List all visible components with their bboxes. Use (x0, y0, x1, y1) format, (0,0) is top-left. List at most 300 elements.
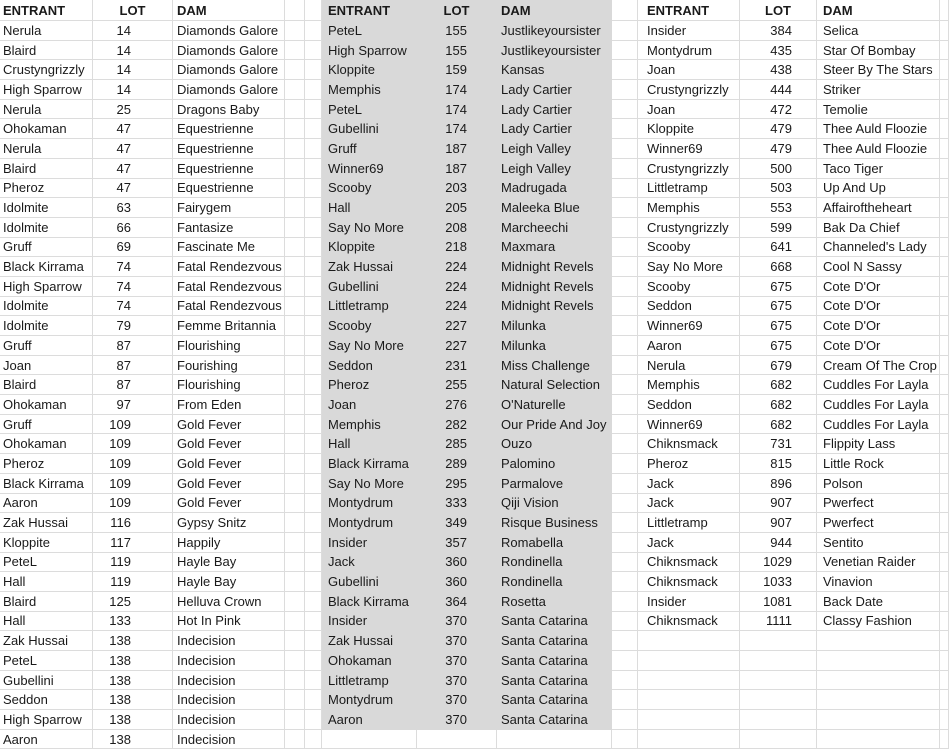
cell-empty[interactable] (612, 454, 638, 474)
cell-dam[interactable]: Maxmara (497, 238, 612, 258)
cell-dam[interactable]: Indecision (173, 671, 285, 691)
cell-lot[interactable]: 384 (740, 21, 817, 41)
cell-lot[interactable]: 109 (93, 454, 173, 474)
cell-empty[interactable] (285, 494, 305, 514)
cell-empty[interactable] (285, 119, 305, 139)
cell-lot[interactable]: 282 (417, 415, 497, 435)
cell-lot[interactable]: 1111 (740, 612, 817, 632)
cell-empty[interactable] (940, 474, 949, 494)
cell-dam[interactable]: Diamonds Galore (173, 60, 285, 80)
cell-dam[interactable]: Indecision (173, 651, 285, 671)
cell-entrant[interactable]: Kloppite (638, 119, 740, 139)
cell-entrant[interactable]: Scooby (638, 277, 740, 297)
cell-lot[interactable]: 47 (93, 119, 173, 139)
cell-lot[interactable]: 731 (740, 434, 817, 454)
cell-entrant[interactable]: Ohokaman (0, 395, 93, 415)
cell-entrant[interactable]: Idolmite (0, 297, 93, 317)
cell-entrant[interactable]: Aaron (322, 710, 417, 730)
cell-empty[interactable] (612, 415, 638, 435)
cell-empty[interactable] (305, 159, 322, 179)
cell-lot[interactable] (740, 730, 817, 750)
cell-empty[interactable] (305, 238, 322, 258)
cell-dam[interactable]: Midnight Revels (497, 297, 612, 317)
cell-entrant[interactable]: Blaird (0, 41, 93, 61)
cell-empty[interactable] (940, 238, 949, 258)
cell-lot[interactable]: 231 (417, 356, 497, 376)
cell-empty[interactable] (940, 316, 949, 336)
cell-empty[interactable] (940, 297, 949, 317)
cell-lot[interactable]: 187 (417, 159, 497, 179)
cell-empty[interactable] (305, 651, 322, 671)
cell-dam[interactable]: Risque Business (497, 513, 612, 533)
cell-entrant[interactable] (322, 730, 417, 750)
cell-empty[interactable] (285, 218, 305, 238)
cell-empty[interactable] (940, 356, 949, 376)
cell-empty[interactable] (285, 238, 305, 258)
cell-lot[interactable]: 370 (417, 690, 497, 710)
cell-empty[interactable] (305, 218, 322, 238)
cell-lot[interactable] (740, 631, 817, 651)
cell-dam[interactable] (817, 651, 940, 671)
cell-entrant[interactable]: Winner69 (638, 415, 740, 435)
cell-lot[interactable]: 138 (93, 730, 173, 750)
cell-empty[interactable] (612, 277, 638, 297)
cell-lot[interactable]: 479 (740, 139, 817, 159)
cell-dam[interactable]: Thee Auld Floozie (817, 119, 940, 139)
cell-empty[interactable] (612, 434, 638, 454)
cell-lot[interactable]: 1081 (740, 592, 817, 612)
cell-entrant[interactable]: Nerula (0, 139, 93, 159)
cell-empty[interactable] (612, 690, 638, 710)
cell-entrant[interactable]: Nerula (0, 21, 93, 41)
column-header-dam[interactable]: DAM (817, 0, 940, 21)
cell-entrant[interactable]: Memphis (638, 198, 740, 218)
cell-dam[interactable] (817, 671, 940, 691)
cell-empty[interactable] (285, 316, 305, 336)
cell-lot[interactable]: 224 (417, 297, 497, 317)
cell-entrant[interactable]: Insider (638, 21, 740, 41)
cell-lot[interactable]: 138 (93, 710, 173, 730)
cell-empty[interactable] (612, 671, 638, 691)
cell-lot[interactable]: 675 (740, 316, 817, 336)
cell-empty[interactable] (612, 139, 638, 159)
cell-empty[interactable] (305, 671, 322, 691)
cell-empty[interactable] (940, 434, 949, 454)
column-header-entrant[interactable]: ENTRANT (0, 0, 93, 21)
cell-empty[interactable] (285, 100, 305, 120)
cell-entrant[interactable]: Black Kirrama (322, 454, 417, 474)
cell-empty[interactable] (285, 690, 305, 710)
cell-lot[interactable]: 224 (417, 257, 497, 277)
cell-entrant[interactable]: Say No More (322, 218, 417, 238)
cell-entrant[interactable]: Hall (0, 612, 93, 632)
cell-empty[interactable] (285, 513, 305, 533)
cell-dam[interactable]: Up And Up (817, 179, 940, 199)
cell-lot[interactable]: 159 (417, 60, 497, 80)
cell-empty[interactable] (285, 572, 305, 592)
cell-lot[interactable]: 360 (417, 553, 497, 573)
cell-entrant[interactable] (638, 631, 740, 651)
cell-empty[interactable] (612, 159, 638, 179)
cell-dam[interactable]: Rondinella (497, 572, 612, 592)
cell-empty[interactable] (305, 60, 322, 80)
cell-dam[interactable]: Selica (817, 21, 940, 41)
cell-dam[interactable]: Flourishing (173, 375, 285, 395)
cell-entrant[interactable]: Zak Hussai (322, 257, 417, 277)
cell-empty[interactable] (612, 356, 638, 376)
cell-empty[interactable] (940, 336, 949, 356)
cell-entrant[interactable]: Gruff (322, 139, 417, 159)
cell-empty[interactable] (612, 336, 638, 356)
cell-lot[interactable]: 357 (417, 533, 497, 553)
cell-dam[interactable]: Little Rock (817, 454, 940, 474)
cell-entrant[interactable]: Kloppite (322, 238, 417, 258)
cell-lot[interactable]: 682 (740, 375, 817, 395)
cell-lot[interactable]: 370 (417, 612, 497, 632)
cell-empty[interactable] (612, 553, 638, 573)
cell-dam[interactable]: Flourishing (173, 336, 285, 356)
cell-lot[interactable]: 896 (740, 474, 817, 494)
cell-entrant[interactable]: Gruff (0, 238, 93, 258)
cell-empty[interactable] (285, 651, 305, 671)
cell-entrant[interactable]: Gubellini (322, 119, 417, 139)
cell-lot[interactable]: 479 (740, 119, 817, 139)
cell-dam[interactable]: Pwerfect (817, 494, 940, 514)
cell-dam[interactable]: Gold Fever (173, 474, 285, 494)
cell-dam[interactable]: Steer By The Stars (817, 60, 940, 80)
cell-dam[interactable] (817, 730, 940, 750)
cell-dam[interactable]: Lady Cartier (497, 119, 612, 139)
column-header-lot[interactable]: LOT (93, 0, 173, 21)
cell-empty[interactable] (285, 592, 305, 612)
cell-lot[interactable]: 285 (417, 434, 497, 454)
cell-dam[interactable]: Santa Catarina (497, 671, 612, 691)
cell-entrant[interactable]: Memphis (322, 415, 417, 435)
cell-entrant[interactable]: Blaird (0, 159, 93, 179)
cell-empty[interactable] (305, 553, 322, 573)
cell-dam[interactable]: Fairygem (173, 198, 285, 218)
cell-entrant[interactable]: Kloppite (322, 60, 417, 80)
cell-lot[interactable]: 218 (417, 238, 497, 258)
cell-entrant[interactable]: Scooby (638, 238, 740, 258)
cell-empty[interactable] (940, 533, 949, 553)
cell-dam[interactable]: Dragons Baby (173, 100, 285, 120)
cell-entrant[interactable]: High Sparrow (0, 277, 93, 297)
cell-empty[interactable] (285, 415, 305, 435)
cell-dam[interactable]: Santa Catarina (497, 631, 612, 651)
cell-entrant[interactable]: Zak Hussai (322, 631, 417, 651)
cell-lot[interactable]: 641 (740, 238, 817, 258)
cell-empty[interactable] (305, 336, 322, 356)
cell-lot[interactable]: 87 (93, 356, 173, 376)
cell-lot[interactable]: 227 (417, 336, 497, 356)
cell-dam[interactable]: From Eden (173, 395, 285, 415)
cell-lot[interactable]: 47 (93, 179, 173, 199)
cell-empty[interactable] (305, 474, 322, 494)
cell-entrant[interactable]: Gruff (0, 415, 93, 435)
cell-lot[interactable]: 47 (93, 139, 173, 159)
cell-lot[interactable]: 553 (740, 198, 817, 218)
cell-dam[interactable]: Justlikeyoursister (497, 21, 612, 41)
cell-empty[interactable] (612, 100, 638, 120)
cell-empty[interactable] (305, 415, 322, 435)
cell-empty[interactable] (612, 592, 638, 612)
cell-dam[interactable] (497, 730, 612, 750)
cell-lot[interactable]: 907 (740, 513, 817, 533)
cell-entrant[interactable]: Montydrum (322, 690, 417, 710)
cell-empty[interactable] (285, 336, 305, 356)
cell-entrant[interactable]: Jack (638, 533, 740, 553)
cell-lot[interactable]: 187 (417, 139, 497, 159)
cell-entrant[interactable]: Winner69 (638, 139, 740, 159)
cell-entrant[interactable]: Zak Hussai (0, 513, 93, 533)
cell-lot[interactable]: 203 (417, 179, 497, 199)
cell-lot[interactable]: 74 (93, 257, 173, 277)
cell-empty[interactable] (305, 80, 322, 100)
cell-empty[interactable] (612, 710, 638, 730)
cell-empty[interactable] (305, 572, 322, 592)
cell-empty[interactable] (305, 179, 322, 199)
cell-dam[interactable]: Cuddles For Layla (817, 395, 940, 415)
cell-empty[interactable] (940, 0, 949, 21)
cell-empty[interactable] (305, 139, 322, 159)
cell-entrant[interactable]: High Sparrow (0, 710, 93, 730)
cell-lot[interactable]: 14 (93, 80, 173, 100)
cell-entrant[interactable]: Nerula (638, 356, 740, 376)
cell-dam[interactable]: Madrugada (497, 179, 612, 199)
cell-lot[interactable]: 503 (740, 179, 817, 199)
cell-dam[interactable]: Rondinella (497, 553, 612, 573)
cell-empty[interactable] (940, 592, 949, 612)
cell-entrant[interactable]: Joan (638, 60, 740, 80)
cell-entrant[interactable]: PeteL (322, 100, 417, 120)
cell-dam[interactable]: Natural Selection (497, 375, 612, 395)
cell-empty[interactable] (305, 710, 322, 730)
cell-empty[interactable] (612, 41, 638, 61)
cell-entrant[interactable]: Chiknsmack (638, 553, 740, 573)
cell-entrant[interactable] (638, 671, 740, 691)
column-header-entrant[interactable]: ENTRANT (638, 0, 740, 21)
cell-lot[interactable]: 370 (417, 710, 497, 730)
cell-entrant[interactable]: Nerula (0, 100, 93, 120)
cell-dam[interactable]: Taco Tiger (817, 159, 940, 179)
cell-lot[interactable]: 133 (93, 612, 173, 632)
cell-entrant[interactable]: Hall (0, 572, 93, 592)
cell-empty[interactable] (305, 631, 322, 651)
cell-empty[interactable] (285, 139, 305, 159)
cell-empty[interactable] (940, 730, 949, 750)
cell-lot[interactable]: 109 (93, 415, 173, 435)
cell-dam[interactable]: Miss Challenge (497, 356, 612, 376)
cell-entrant[interactable]: Blaird (0, 375, 93, 395)
cell-entrant[interactable]: Black Kirrama (0, 257, 93, 277)
cell-entrant[interactable]: Scooby (322, 179, 417, 199)
cell-empty[interactable] (940, 513, 949, 533)
cell-entrant[interactable]: Winner69 (638, 316, 740, 336)
cell-dam[interactable]: Gypsy Snitz (173, 513, 285, 533)
cell-lot[interactable]: 276 (417, 395, 497, 415)
cell-lot[interactable]: 69 (93, 238, 173, 258)
cell-empty[interactable] (940, 21, 949, 41)
cell-entrant[interactable]: Littletramp (322, 297, 417, 317)
cell-lot[interactable]: 1029 (740, 553, 817, 573)
cell-dam[interactable]: Santa Catarina (497, 690, 612, 710)
cell-empty[interactable] (940, 494, 949, 514)
cell-dam[interactable]: Gold Fever (173, 434, 285, 454)
cell-empty[interactable] (285, 257, 305, 277)
cell-entrant[interactable]: Gruff (0, 336, 93, 356)
cell-dam[interactable]: Flippity Lass (817, 434, 940, 454)
cell-dam[interactable]: Cuddles For Layla (817, 375, 940, 395)
cell-empty[interactable] (612, 631, 638, 651)
cell-lot[interactable]: 679 (740, 356, 817, 376)
cell-entrant[interactable]: Winner69 (322, 159, 417, 179)
cell-lot[interactable]: 174 (417, 80, 497, 100)
cell-dam[interactable]: Cote D'Or (817, 336, 940, 356)
cell-lot[interactable]: 109 (93, 494, 173, 514)
cell-dam[interactable]: Bak Da Chief (817, 218, 940, 238)
cell-lot[interactable]: 174 (417, 119, 497, 139)
cell-dam[interactable] (817, 710, 940, 730)
cell-empty[interactable] (940, 139, 949, 159)
cell-empty[interactable] (940, 454, 949, 474)
cell-empty[interactable] (612, 198, 638, 218)
column-header-entrant[interactable]: ENTRANT (322, 0, 417, 21)
cell-lot[interactable]: 74 (93, 297, 173, 317)
cell-empty[interactable] (305, 316, 322, 336)
cell-empty[interactable] (940, 100, 949, 120)
cell-dam[interactable]: Vinavion (817, 572, 940, 592)
cell-lot[interactable]: 14 (93, 41, 173, 61)
cell-empty[interactable] (940, 80, 949, 100)
column-header-lot[interactable]: LOT (417, 0, 497, 21)
cell-empty[interactable] (285, 60, 305, 80)
cell-empty[interactable] (612, 257, 638, 277)
cell-empty[interactable] (305, 0, 322, 21)
cell-empty[interactable] (285, 198, 305, 218)
cell-empty[interactable] (305, 513, 322, 533)
cell-empty[interactable] (612, 60, 638, 80)
cell-entrant[interactable]: Kloppite (0, 533, 93, 553)
cell-empty[interactable] (285, 297, 305, 317)
cell-dam[interactable]: Diamonds Galore (173, 80, 285, 100)
cell-lot[interactable] (740, 710, 817, 730)
cell-lot[interactable]: 117 (93, 533, 173, 553)
cell-empty[interactable] (285, 356, 305, 376)
cell-entrant[interactable]: PeteL (0, 651, 93, 671)
cell-entrant[interactable]: Joan (638, 100, 740, 120)
cell-empty[interactable] (285, 375, 305, 395)
cell-empty[interactable] (285, 434, 305, 454)
cell-lot[interactable]: 87 (93, 375, 173, 395)
cell-lot[interactable]: 79 (93, 316, 173, 336)
cell-dam[interactable]: Equestrienne (173, 119, 285, 139)
cell-entrant[interactable]: Say No More (322, 336, 417, 356)
cell-dam[interactable]: Santa Catarina (497, 710, 612, 730)
cell-lot[interactable]: 438 (740, 60, 817, 80)
cell-empty[interactable] (940, 277, 949, 297)
cell-empty[interactable] (285, 277, 305, 297)
cell-empty[interactable] (940, 690, 949, 710)
cell-entrant[interactable]: Gubellini (322, 277, 417, 297)
cell-dam[interactable]: Polson (817, 474, 940, 494)
cell-empty[interactable] (285, 730, 305, 750)
cell-dam[interactable]: Diamonds Galore (173, 21, 285, 41)
cell-dam[interactable]: Gold Fever (173, 494, 285, 514)
cell-lot[interactable]: 682 (740, 395, 817, 415)
cell-lot[interactable]: 675 (740, 297, 817, 317)
cell-dam[interactable]: Affairoftheheart (817, 198, 940, 218)
cell-dam[interactable]: Fourishing (173, 356, 285, 376)
cell-dam[interactable]: Gold Fever (173, 454, 285, 474)
cell-entrant[interactable]: Littletramp (322, 671, 417, 691)
cell-dam[interactable]: Lady Cartier (497, 80, 612, 100)
cell-empty[interactable] (940, 631, 949, 651)
cell-empty[interactable] (612, 651, 638, 671)
cell-lot[interactable] (417, 730, 497, 750)
cell-entrant[interactable]: Idolmite (0, 218, 93, 238)
cell-empty[interactable] (305, 454, 322, 474)
cell-dam[interactable]: Our Pride And Joy (497, 415, 612, 435)
cell-lot[interactable]: 138 (93, 651, 173, 671)
column-header-dam[interactable]: DAM (497, 0, 612, 21)
cell-lot[interactable]: 208 (417, 218, 497, 238)
cell-lot[interactable]: 138 (93, 631, 173, 651)
cell-dam[interactable]: Cote D'Or (817, 277, 940, 297)
cell-entrant[interactable]: Black Kirrama (322, 592, 417, 612)
cell-empty[interactable] (940, 415, 949, 435)
cell-empty[interactable] (612, 238, 638, 258)
cell-entrant[interactable]: Ohokaman (0, 434, 93, 454)
cell-dam[interactable]: Diamonds Galore (173, 41, 285, 61)
cell-entrant[interactable]: Pheroz (322, 375, 417, 395)
cell-entrant[interactable]: Aaron (638, 336, 740, 356)
cell-empty[interactable] (940, 395, 949, 415)
cell-dam[interactable]: Parmalove (497, 474, 612, 494)
cell-entrant[interactable]: Chiknsmack (638, 612, 740, 632)
cell-dam[interactable]: Fatal Rendezvous (173, 297, 285, 317)
cell-lot[interactable] (740, 690, 817, 710)
cell-dam[interactable]: Equestrienne (173, 139, 285, 159)
cell-empty[interactable] (285, 631, 305, 651)
cell-lot[interactable]: 289 (417, 454, 497, 474)
cell-entrant[interactable] (638, 710, 740, 730)
cell-lot[interactable]: 472 (740, 100, 817, 120)
cell-entrant[interactable]: Blaird (0, 592, 93, 612)
cell-entrant[interactable]: Seddon (322, 356, 417, 376)
cell-dam[interactable]: Fantasize (173, 218, 285, 238)
cell-dam[interactable]: Striker (817, 80, 940, 100)
cell-lot[interactable]: 944 (740, 533, 817, 553)
cell-dam[interactable]: Happily (173, 533, 285, 553)
cell-entrant[interactable]: Littletramp (638, 513, 740, 533)
cell-empty[interactable] (305, 297, 322, 317)
cell-lot[interactable]: 138 (93, 671, 173, 691)
cell-empty[interactable] (940, 671, 949, 691)
cell-entrant[interactable]: Joan (322, 395, 417, 415)
cell-lot[interactable]: 907 (740, 494, 817, 514)
cell-lot[interactable]: 255 (417, 375, 497, 395)
cell-lot[interactable]: 63 (93, 198, 173, 218)
cell-dam[interactable]: Cream Of The Crop (817, 356, 940, 376)
cell-empty[interactable] (940, 710, 949, 730)
cell-dam[interactable]: Rosetta (497, 592, 612, 612)
cell-empty[interactable] (612, 730, 638, 750)
cell-entrant[interactable]: Jack (638, 474, 740, 494)
cell-empty[interactable] (940, 572, 949, 592)
cell-lot[interactable]: 109 (93, 434, 173, 454)
cell-empty[interactable] (305, 730, 322, 750)
